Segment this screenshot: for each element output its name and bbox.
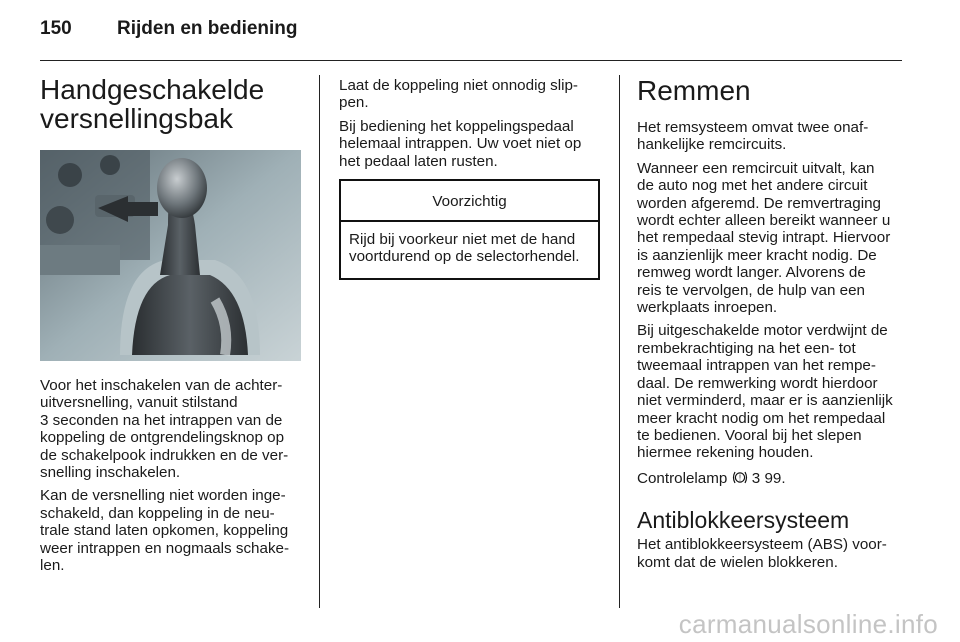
text-line: Bij uitgeschakelde motor verdwijnt de (637, 322, 888, 340)
column-divider-left (319, 75, 320, 608)
svg-text:!: ! (738, 473, 741, 483)
text-line: Het remsysteem omvat twee onaf- (637, 119, 869, 136)
control-lamp-label: Controlelamp (637, 469, 728, 487)
text-line: het pedaal laten rusten. (339, 152, 498, 170)
text-line: komt dat de wielen blokkeren. (637, 553, 838, 571)
gear-shift-illustration (40, 150, 301, 361)
text-line: 3 seconden na het intrappen van de (40, 411, 283, 429)
text-line: worden afgeremd. De remvertraging (637, 194, 881, 212)
section-heading-brakes: Remmen (637, 75, 751, 106)
text-line: pen. (339, 94, 369, 112)
text-line: trale stand laten opkomen, koppeling (40, 522, 289, 540)
text-line: het rempedaal stevig intrapt. Hiervoor (637, 229, 891, 247)
brake-warning-icon (732, 471, 748, 486)
engine-off-paragraph (637, 322, 909, 461)
text-line: daal. De remwerking wordt hierdoor (637, 374, 878, 392)
left-column-heading (40, 75, 310, 133)
text-line: hiermee rekening houden. (637, 444, 814, 462)
text-line: te bedienen. Vooral bij het slepen (637, 426, 862, 444)
caution-box (339, 179, 600, 280)
abs-paragraph (637, 536, 909, 571)
brake-system-paragraph (637, 119, 909, 154)
page-header (40, 18, 902, 58)
text-line: Rijd bij voorkeur niet met de hand (349, 231, 576, 248)
text-line: meer kracht nodig om het rempedaal (637, 409, 886, 427)
text-line: voortdurend op de selectorhendel. (349, 248, 580, 266)
text-line: wordt echter alleen bereikt wanneer u (637, 212, 891, 230)
page-reference[interactable]: 99. (764, 469, 786, 487)
clutch-slip-paragraph (339, 77, 611, 112)
text-line: rembekrachtiging na het een- tot (637, 339, 856, 357)
text-line: remweg wordt langer. Alvorens de (637, 264, 866, 282)
text-line: de schakelpook indrukken en de ver- (40, 446, 289, 464)
reverse-gear-paragraph (40, 377, 312, 481)
middle-column-text (339, 77, 611, 176)
text-line: schakeld, dan koppeling in de neu- (40, 504, 275, 522)
heading-line: Handgeschakelde (40, 74, 265, 105)
text-line: hankelijke remcircuits. (637, 136, 787, 154)
right-column-text (637, 76, 909, 577)
text-line: reis te vervolgen, de hulp van een (637, 281, 865, 299)
text-line: uitversnelling, vanuit stilstand (40, 394, 238, 412)
chapter-title: Rijden en bediening (117, 18, 298, 39)
brake-circuit-failure-paragraph (637, 160, 909, 317)
text-line: is aanzienlijk meer kracht nodig. De (637, 246, 877, 264)
column-divider-right (619, 75, 620, 608)
header-rule (40, 60, 902, 61)
caution-title: Voorzichtig (341, 181, 598, 222)
text-line: Bij bediening het koppelingspedaal (339, 117, 574, 135)
caution-body (341, 222, 598, 278)
heading-line: versnellingsbak (40, 103, 233, 134)
clutch-pedal-paragraph (339, 118, 611, 170)
section-heading-abs: Antiblokkeersysteem (637, 507, 850, 534)
section-heading-manual-gearbox (40, 75, 310, 133)
text-line: snelling inschakelen. (40, 464, 181, 482)
text-line: Wanneer een remcircuit uitvalt, kan (637, 159, 875, 177)
text-line: Laat de koppeling niet onnodig slip- (339, 77, 578, 94)
gear-shift-photo (40, 150, 301, 361)
text-line: Kan de versnelling niet worden inge- (40, 487, 286, 505)
text-line: helemaal intrappen. Uw voet niet op (339, 135, 582, 153)
page-number: 150 (40, 18, 72, 39)
control-lamp-reference (637, 470, 909, 487)
text-line: Voor het inschakelen van de achter- (40, 377, 283, 394)
page-reference-arrow: 3 (751, 469, 761, 487)
text-line: de auto nog met het andere circuit (637, 177, 868, 195)
text-line: werkplaats inroepen. (637, 299, 778, 317)
text-line: Het antiblokkeersysteem (ABS) voor- (637, 536, 887, 554)
text-line: niet verminderd, maar er is aanzienlijk (637, 392, 893, 410)
text-line: weer intrappen en nogmaals schake- (40, 539, 290, 557)
text-line: tweemaal intrappen van het rempe- (637, 357, 876, 375)
watermark: carmanualsonline.info (678, 609, 938, 639)
gear-not-engaged-paragraph (40, 487, 312, 574)
text-line: koppeling de ontgrendelingsknop op (40, 429, 285, 447)
text-line: len. (40, 557, 65, 575)
left-column-text (40, 377, 312, 580)
